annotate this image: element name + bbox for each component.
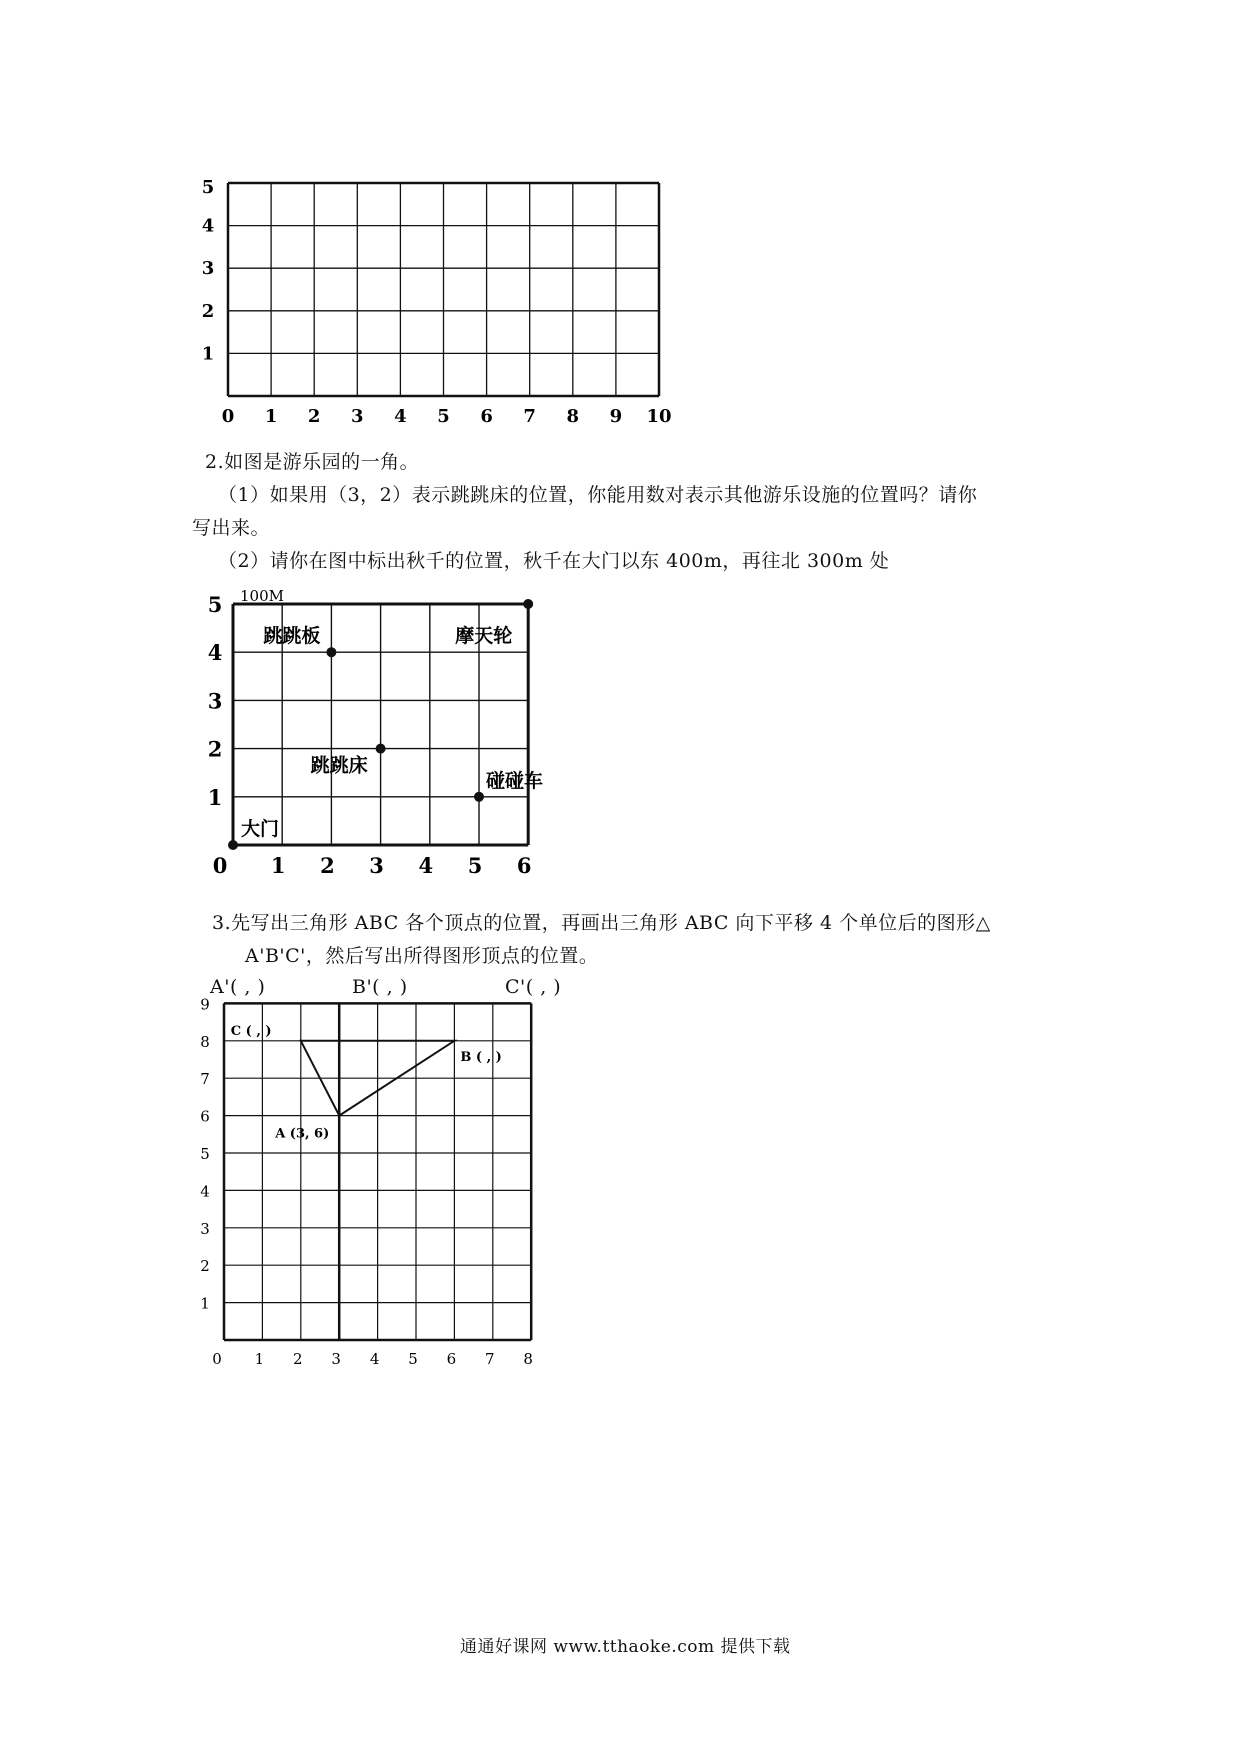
grid-1-y-tick: 1 bbox=[201, 343, 215, 365]
q3-line1: 3.先写出三角形 ABC 各个顶点的位置，再画出三角形 ABC 向下平移 4 个单位后的图形△ bbox=[212, 912, 991, 934]
grid-1-y-tick: 2 bbox=[201, 300, 215, 322]
grid-2-point-label: 碰碰车 bbox=[486, 769, 544, 792]
grid-3-y-tick: 3 bbox=[200, 1219, 210, 1238]
grid-2-y-tick: 1 bbox=[207, 784, 223, 810]
grid-1-x-tick: 4 bbox=[394, 406, 407, 427]
grid-2-unit-label: 100M bbox=[240, 587, 284, 605]
grid-2-x-tick: 5 bbox=[467, 853, 483, 878]
grid-1-y-tick: 3 bbox=[201, 258, 215, 280]
grid-2-y-tick: 2 bbox=[207, 736, 223, 762]
grid-1-x-tick: 2 bbox=[307, 406, 321, 427]
grid-1-x-tick: 8 bbox=[566, 406, 580, 427]
q2-part2: （2）请你在图中标出秋千的位置，秋千在大门以东 400m，再往北 300m 处 bbox=[218, 550, 890, 572]
grid-1-y-tick: 5 bbox=[201, 177, 215, 198]
grid-3-x-tick: 2 bbox=[293, 1350, 303, 1368]
grid-3-x-tick: 8 bbox=[523, 1350, 533, 1368]
answer-a-prime: A'( , ) bbox=[210, 976, 266, 998]
grid-3-y-tick: 2 bbox=[200, 1257, 210, 1276]
grid-1-x-tick: 6 bbox=[480, 406, 493, 427]
grid-3-y-tick: 1 bbox=[200, 1294, 210, 1313]
answer-c-prime: C'( , ) bbox=[505, 976, 562, 998]
vertex-label: C ( , ) bbox=[230, 1023, 272, 1039]
grid-1-x-tick: 9 bbox=[609, 406, 623, 427]
grid-3-x-tick: 7 bbox=[485, 1350, 495, 1368]
grid-3-x-tick: 4 bbox=[369, 1350, 380, 1368]
grid-2-y-tick: 4 bbox=[207, 640, 223, 666]
grid-1-x-tick: 1 bbox=[264, 406, 278, 427]
grid-1-x-tick: 3 bbox=[351, 406, 364, 427]
grid-2-y-tick: 3 bbox=[207, 688, 223, 714]
grid-3-y-tick: 4 bbox=[200, 1182, 210, 1201]
q3-line2: A'B'C'，然后写出所得图形顶点的位置。 bbox=[245, 945, 599, 967]
grid-1-x-tick: 10 bbox=[646, 406, 672, 427]
grid-3-x-tick: 6 bbox=[446, 1350, 457, 1368]
vertex-label: B ( , ) bbox=[460, 1049, 502, 1065]
grid-2-point-label: 摩天轮 bbox=[455, 625, 513, 647]
grid-2-x-tick: 4 bbox=[418, 853, 434, 878]
grid-3-y-tick: 8 bbox=[200, 1032, 210, 1051]
grid-2-x-tick: 2 bbox=[320, 853, 335, 878]
grid-3-x-tick: 1 bbox=[254, 1350, 265, 1368]
grid-3-y-tick: 9 bbox=[200, 995, 210, 1014]
grid-2-point-label: 跳跳床 bbox=[310, 754, 368, 777]
grid-2-x-tick: 0 bbox=[212, 853, 228, 878]
grid-1-x-tick: 0 bbox=[221, 406, 235, 427]
grid-3-y-tick: 7 bbox=[200, 1070, 210, 1089]
grid-2-x-tick: 3 bbox=[369, 853, 384, 878]
vertex-label: A (3, 6) bbox=[275, 1126, 330, 1142]
grid-2-y-tick: 5 bbox=[207, 592, 223, 617]
grid-1-y-tick: 4 bbox=[201, 215, 215, 237]
q2-title: 2.如图是游乐园的一角。 bbox=[205, 451, 420, 473]
q2-part1-line2: 写出来。 bbox=[192, 517, 271, 539]
grid-1-x-tick: 7 bbox=[523, 406, 536, 427]
q2-part1-line1: （1）如果用（3，2）表示跳跳床的位置，你能用数对表示其他游乐设施的位置吗？请你 bbox=[218, 484, 978, 506]
answer-b-prime: B'( , ) bbox=[352, 976, 408, 998]
grid-3-y-tick: 5 bbox=[200, 1145, 210, 1163]
grid-2-point-label: 跳跳板 bbox=[263, 625, 321, 648]
grid-2-x-tick: 1 bbox=[270, 853, 286, 878]
grid-3-y-tick: 6 bbox=[200, 1107, 210, 1126]
grid-1-x-tick: 5 bbox=[437, 406, 450, 427]
grid-3-x-tick: 0 bbox=[212, 1350, 222, 1368]
footer: 通通好课网 www.tthaoke.com 提供下载 bbox=[460, 1637, 791, 1657]
grid-2-x-tick: 6 bbox=[516, 853, 532, 878]
grid-3-x-tick: 3 bbox=[331, 1350, 341, 1368]
grid-3-x-tick: 5 bbox=[408, 1350, 418, 1368]
grid-2-point-label: 大门 bbox=[241, 818, 280, 840]
